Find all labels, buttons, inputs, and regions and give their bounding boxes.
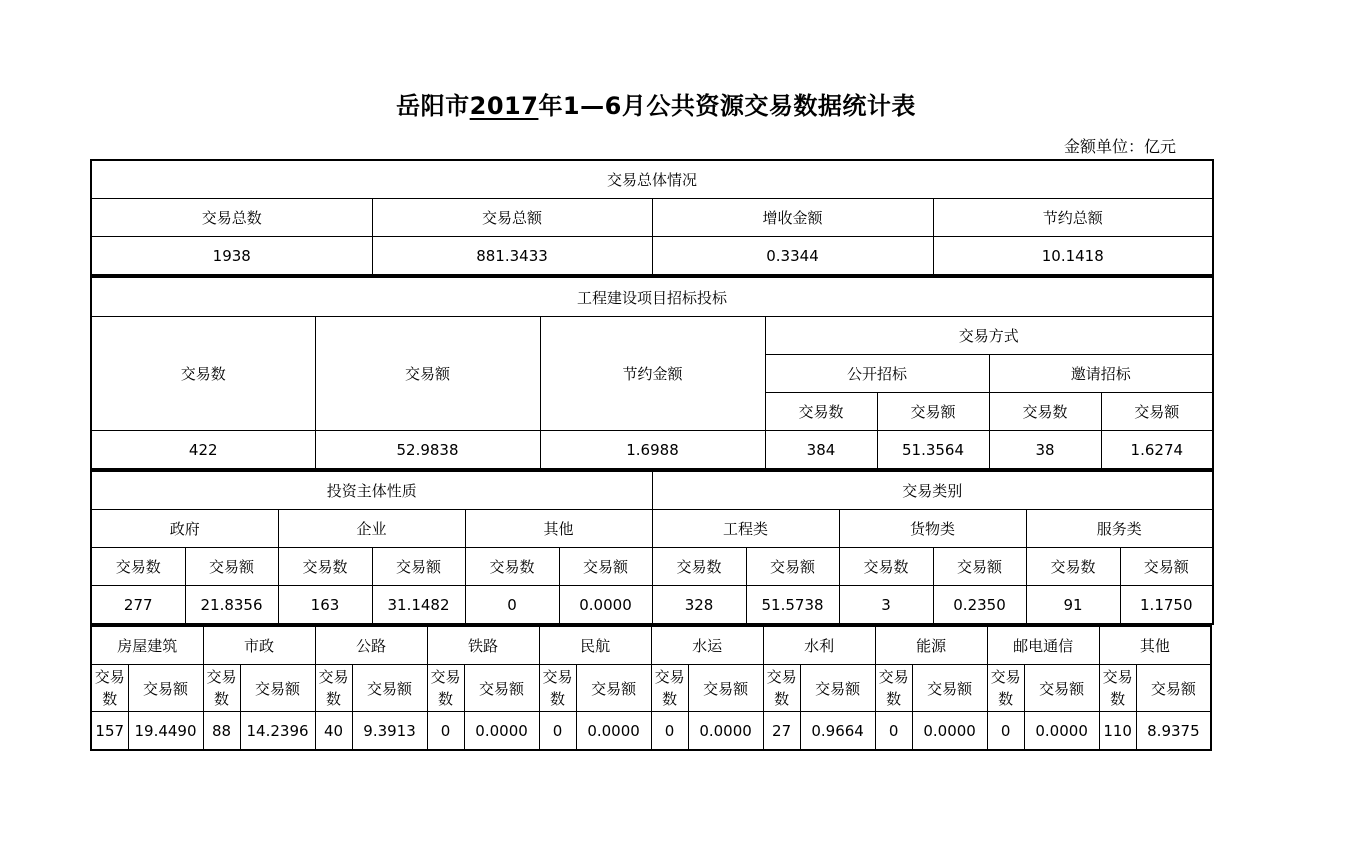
eng-value-saving: 1.6988 (540, 431, 765, 470)
eng-invite-count-header: 交易数 (989, 393, 1101, 431)
overall-table (90, 159, 1214, 276)
table-cell: 0.0000 (1024, 712, 1099, 751)
table-cell: 27 (763, 712, 800, 751)
table-cell: 0.0000 (576, 712, 651, 751)
table-cell: 3 (839, 586, 933, 625)
sub-header-amount: 交易额 (1120, 548, 1213, 586)
header-increase-amount: 增收金额 (652, 199, 933, 237)
sub-header-amount: 交易额 (185, 548, 278, 586)
category-group-engineering: 工程类 (652, 510, 839, 548)
sub-header-count: 交易数 (763, 665, 800, 712)
value-saving-total: 10.1418 (933, 237, 1213, 276)
engineering-table (90, 276, 1214, 470)
value-total-amount: 881.3433 (372, 237, 652, 276)
table-cell: 0.0000 (912, 712, 987, 751)
sub-header-count: 交易数 (91, 665, 128, 712)
sub-header-count: 交易数 (539, 665, 576, 712)
eng-method-invite: 邀请招标 (989, 355, 1213, 393)
sub-header-count: 交易数 (987, 665, 1024, 712)
eng-col-saving: 节约金额 (540, 317, 765, 431)
eng-open-count-header: 交易数 (765, 393, 877, 431)
statistics-sheet (90, 159, 1212, 751)
eng-value-amount: 52.9838 (315, 431, 540, 470)
eng-open-amount-header: 交易额 (877, 393, 989, 431)
table-cell: 8.9375 (1136, 712, 1211, 751)
table-cell: 328 (652, 586, 746, 625)
industry-group: 铁路 (427, 626, 539, 665)
industry-group: 水利 (763, 626, 875, 665)
title-prefix: 岳阳市 (396, 92, 470, 120)
sub-header-count: 交易数 (278, 548, 372, 586)
table-cell: 1.1750 (1120, 586, 1213, 625)
table-cell: 0 (539, 712, 576, 751)
table-cell: 31.1482 (372, 586, 465, 625)
table-cell: 0 (651, 712, 688, 751)
eng-col-amount: 交易额 (315, 317, 540, 431)
eng-value-invite-count: 38 (989, 431, 1101, 470)
table-cell: 163 (278, 586, 372, 625)
sub-header-amount: 交易额 (800, 665, 875, 712)
category-group-services: 服务类 (1026, 510, 1213, 548)
investor-section-title: 投资主体性质 (91, 471, 652, 510)
industry-group: 邮电通信 (987, 626, 1099, 665)
header-total-amount: 交易总额 (372, 199, 652, 237)
investor-group-government: 政府 (91, 510, 278, 548)
sub-header-amount: 交易额 (688, 665, 763, 712)
eng-method-open: 公开招标 (765, 355, 989, 393)
table-cell: 0.0000 (559, 586, 652, 625)
industry-group: 房屋建筑 (91, 626, 203, 665)
sub-header-amount: 交易额 (464, 665, 539, 712)
investor-group-other: 其他 (465, 510, 652, 548)
table-cell: 0.0000 (464, 712, 539, 751)
eng-value-invite-amount: 1.6274 (1101, 431, 1213, 470)
title-year: 2017 (469, 92, 539, 120)
eng-col-count: 交易数 (91, 317, 315, 431)
header-total-count: 交易总数 (91, 199, 372, 237)
sub-header-amount: 交易额 (576, 665, 651, 712)
table-cell: 19.4490 (128, 712, 203, 751)
industry-group: 市政 (203, 626, 315, 665)
sub-header-amount: 交易额 (1136, 665, 1211, 712)
table-cell: 0 (875, 712, 912, 751)
unit-label: 金额单位：亿元 (1064, 137, 1177, 156)
table-cell: 40 (315, 712, 352, 751)
table-cell: 0 (465, 586, 559, 625)
table-cell: 0.9664 (800, 712, 875, 751)
engineering-section-title: 工程建设项目招标投标 (91, 277, 1213, 317)
table-cell: 0.0000 (688, 712, 763, 751)
value-increase-amount: 0.3344 (652, 237, 933, 276)
sub-header-amount: 交易额 (372, 548, 465, 586)
sub-header-count: 交易数 (315, 665, 352, 712)
header-saving-total: 节约总额 (933, 199, 1213, 237)
sub-header-count: 交易数 (427, 665, 464, 712)
eng-invite-amount-header: 交易额 (1101, 393, 1213, 431)
industry-group: 公路 (315, 626, 427, 665)
sub-header-amount: 交易额 (559, 548, 652, 586)
sub-header-amount: 交易额 (933, 548, 1026, 586)
sub-header-count: 交易数 (839, 548, 933, 586)
table-cell: 9.3913 (352, 712, 427, 751)
sub-header-amount: 交易额 (912, 665, 987, 712)
table-cell: 110 (1099, 712, 1136, 751)
table-cell: 0 (427, 712, 464, 751)
title-suffix: 年1—6月公共资源交易数据统计表 (538, 92, 916, 120)
investor-category-table (90, 470, 1214, 625)
sub-header-amount: 交易额 (128, 665, 203, 712)
industry-table (90, 625, 1212, 751)
sub-header-count: 交易数 (651, 665, 688, 712)
table-cell: 14.2396 (240, 712, 315, 751)
sub-header-count: 交易数 (1026, 548, 1120, 586)
eng-value-open-count: 384 (765, 431, 877, 470)
table-cell: 157 (91, 712, 128, 751)
sub-header-amount: 交易额 (1024, 665, 1099, 712)
sub-header-count: 交易数 (91, 548, 185, 586)
table-cell: 0 (987, 712, 1024, 751)
sub-header-count: 交易数 (203, 665, 240, 712)
eng-method-title: 交易方式 (765, 317, 1213, 355)
eng-value-count: 422 (91, 431, 315, 470)
category-group-goods: 货物类 (839, 510, 1026, 548)
sub-header-count: 交易数 (875, 665, 912, 712)
category-section-title: 交易类别 (652, 471, 1213, 510)
investor-group-enterprise: 企业 (278, 510, 465, 548)
sub-header-count: 交易数 (465, 548, 559, 586)
sub-header-amount: 交易额 (746, 548, 839, 586)
table-cell: 51.5738 (746, 586, 839, 625)
table-cell: 0.2350 (933, 586, 1026, 625)
value-total-count: 1938 (91, 237, 372, 276)
page-title (0, 86, 1312, 121)
industry-group: 能源 (875, 626, 987, 665)
eng-value-open-amount: 51.3564 (877, 431, 989, 470)
table-cell: 277 (91, 586, 185, 625)
sub-header-count: 交易数 (652, 548, 746, 586)
industry-group: 其他 (1099, 626, 1211, 665)
sub-header-count: 交易数 (1099, 665, 1136, 712)
table-cell: 21.8356 (185, 586, 278, 625)
overall-section-title: 交易总体情况 (91, 160, 1213, 199)
table-cell: 91 (1026, 586, 1120, 625)
sub-header-amount: 交易额 (240, 665, 315, 712)
sub-header-amount: 交易额 (352, 665, 427, 712)
industry-group: 民航 (539, 626, 651, 665)
table-cell: 88 (203, 712, 240, 751)
industry-group: 水运 (651, 626, 763, 665)
